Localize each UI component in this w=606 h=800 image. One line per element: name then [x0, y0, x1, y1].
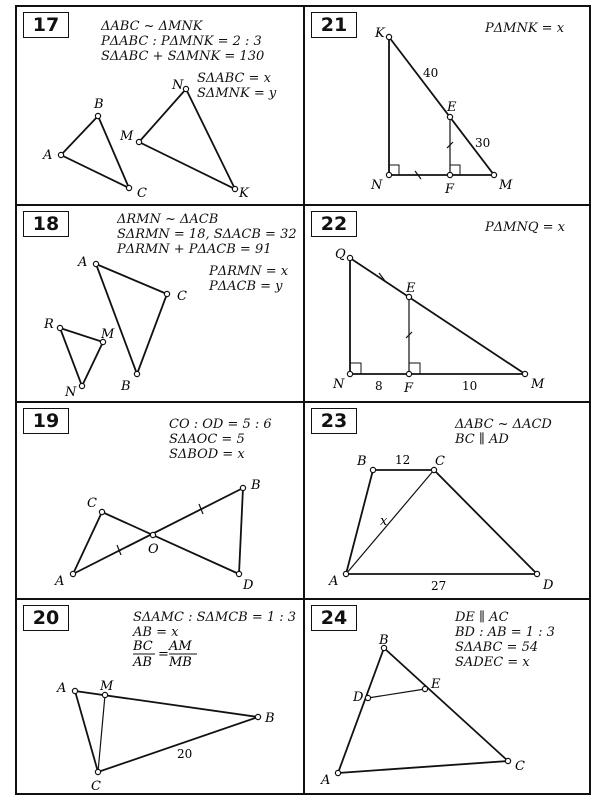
condition-line: SΔABC = 54: [455, 640, 539, 655]
condition-line: SΔMNK = y: [197, 86, 277, 101]
vertex-label-b: B: [251, 478, 261, 493]
figure-24: [305, 600, 592, 796]
vertex-label-a: A: [55, 574, 65, 589]
fraction-bc: BC: [133, 639, 153, 654]
figure-20: [17, 600, 304, 796]
length-label-ke: 40: [423, 66, 439, 80]
fraction-ab: AB: [133, 655, 152, 670]
condition-line: ΔABC ~ ΔACD: [455, 417, 552, 432]
condition-line: PΔRMN + PΔACB = 91: [117, 242, 272, 257]
condition-line: SΔAOC = 5: [169, 432, 245, 447]
vertex-label-n: N: [65, 385, 77, 400]
problem-23: [305, 403, 592, 599]
problem-number: 20: [23, 605, 69, 631]
problem-22: [305, 206, 592, 402]
condition-line: BC ∥ AD: [455, 432, 509, 447]
vertex-label-n: N: [333, 377, 345, 392]
vertex-label-b: B: [357, 454, 367, 469]
condition-line: CO : OD = 5 : 6: [169, 417, 272, 432]
vertex-label-m: M: [100, 679, 114, 694]
vertex-label-q: Q: [335, 247, 346, 262]
segment-cd: [102, 512, 239, 574]
vertex-label-a: A: [329, 574, 339, 589]
triangle-abc: [75, 691, 258, 772]
vertex-label-m: M: [101, 327, 115, 342]
trapezoid-abcd: [346, 470, 537, 574]
vertex-label-d: D: [543, 578, 554, 593]
problem-18: [17, 206, 304, 402]
condition-line: SΔAMC : SΔMCB = 1 : 3: [133, 610, 297, 625]
figure-22: [305, 206, 592, 402]
vertex-label-e: E: [406, 281, 416, 296]
condition-line: SΔBOD = x: [169, 447, 245, 462]
vertex-label-b: B: [121, 379, 131, 394]
vertex-label-o: O: [148, 542, 159, 557]
figure-17: [17, 7, 304, 203]
triangle-rmn: [60, 328, 103, 386]
triangle-acb: [96, 264, 167, 374]
segment-ac: [73, 512, 102, 574]
vertex-label-n: N: [371, 178, 383, 193]
vertex-label-c: C: [87, 496, 97, 511]
fraction-am: AM: [169, 639, 192, 654]
triangle-abc: [61, 116, 129, 188]
problem-number: 23: [311, 408, 357, 434]
vertex-label-e: E: [447, 100, 457, 115]
vertex-label-d: D: [243, 578, 254, 593]
length-label-em: 30: [475, 136, 491, 150]
condition-line: DE ∥ AC: [455, 610, 509, 625]
condition-line: ΔRMN ~ ΔACB: [117, 212, 219, 227]
vertex-label-c: C: [435, 454, 445, 469]
equals-sign: =: [158, 647, 169, 662]
problem-21: [305, 7, 592, 203]
length-label-nf: 8: [375, 379, 383, 393]
vertex-label-k: K: [375, 26, 385, 41]
vertex-label-b: B: [94, 97, 104, 112]
vertex-label-k: K: [239, 186, 249, 201]
vertex-label-r: R: [44, 317, 54, 332]
length-label-bc: 20: [177, 747, 193, 761]
condition-line: PΔABC : PΔMNK = 2 : 3: [101, 34, 262, 49]
condition-line: PΔMNQ = x: [485, 220, 565, 235]
condition-line: BD : AB = 1 : 3: [455, 625, 555, 640]
length-label-fm: 10: [462, 379, 478, 393]
vertex-label-f: F: [404, 381, 414, 396]
condition-line: PΔACB = y: [209, 279, 283, 294]
condition-line: SΔABC = x: [197, 71, 271, 86]
vertex-label-d: D: [353, 690, 364, 705]
vertex-label-m: M: [120, 129, 134, 144]
length-label-ad: 27: [431, 579, 447, 593]
vertex-label-c: C: [515, 759, 525, 774]
figure-23: [305, 403, 592, 599]
triangle-mnk: [139, 89, 235, 189]
figure-18: [17, 206, 304, 402]
triangle-kmn: [389, 37, 494, 175]
vertex-label-f: F: [445, 182, 455, 197]
condition-line: SΔRMN = 18, SΔACB = 32: [117, 227, 297, 242]
problem-17: [17, 7, 304, 203]
condition-line: AB = x: [133, 625, 179, 640]
vertex-label-c: C: [177, 289, 187, 304]
condition-line: SΔABC + SΔMNK = 130: [101, 49, 265, 64]
segment-de: [368, 689, 425, 698]
triangle-abc: [338, 648, 508, 773]
segment-mc: [98, 695, 105, 772]
vertex-label-m: M: [531, 377, 545, 392]
vertex-label-b: B: [265, 711, 275, 726]
vertex-label-a: A: [321, 773, 331, 788]
problem-20: [17, 600, 304, 796]
problem-number: 22: [311, 211, 357, 237]
vertex-label-c: C: [91, 779, 101, 794]
figure-21: [305, 7, 592, 203]
problem-19: [17, 403, 304, 599]
vertex-label-c: C: [137, 186, 147, 201]
vertex-label-b: B: [379, 633, 389, 648]
problem-number: 17: [23, 12, 69, 38]
vertex-label-m: M: [499, 178, 513, 193]
figure-19: [17, 403, 304, 599]
condition-line: SADEC = x: [455, 655, 530, 670]
vertex-label-a: A: [78, 255, 88, 270]
condition-line: PΔRMN = x: [209, 264, 289, 279]
length-label-ac: x: [380, 514, 388, 529]
segment-ab: [73, 488, 243, 574]
condition-line: PΔMNK = x: [485, 21, 565, 36]
problem-24: [305, 600, 592, 796]
problem-number: 21: [311, 12, 357, 38]
vertex-label-e: E: [431, 677, 441, 692]
vertex-label-a: A: [43, 148, 53, 163]
length-label-bc: 12: [395, 453, 411, 467]
triangle-mnq: [350, 258, 525, 374]
segment-bd: [239, 488, 243, 574]
problem-number: 24: [311, 605, 357, 631]
fraction-mb: MB: [169, 655, 192, 670]
vertex-label-a: A: [57, 681, 67, 696]
vertex-label-n: N: [172, 78, 184, 93]
problem-number: 18: [23, 211, 69, 237]
worksheet: [15, 5, 591, 795]
condition-line: ΔABC ~ ΔMNK: [101, 19, 203, 34]
problem-number: 19: [23, 408, 69, 434]
